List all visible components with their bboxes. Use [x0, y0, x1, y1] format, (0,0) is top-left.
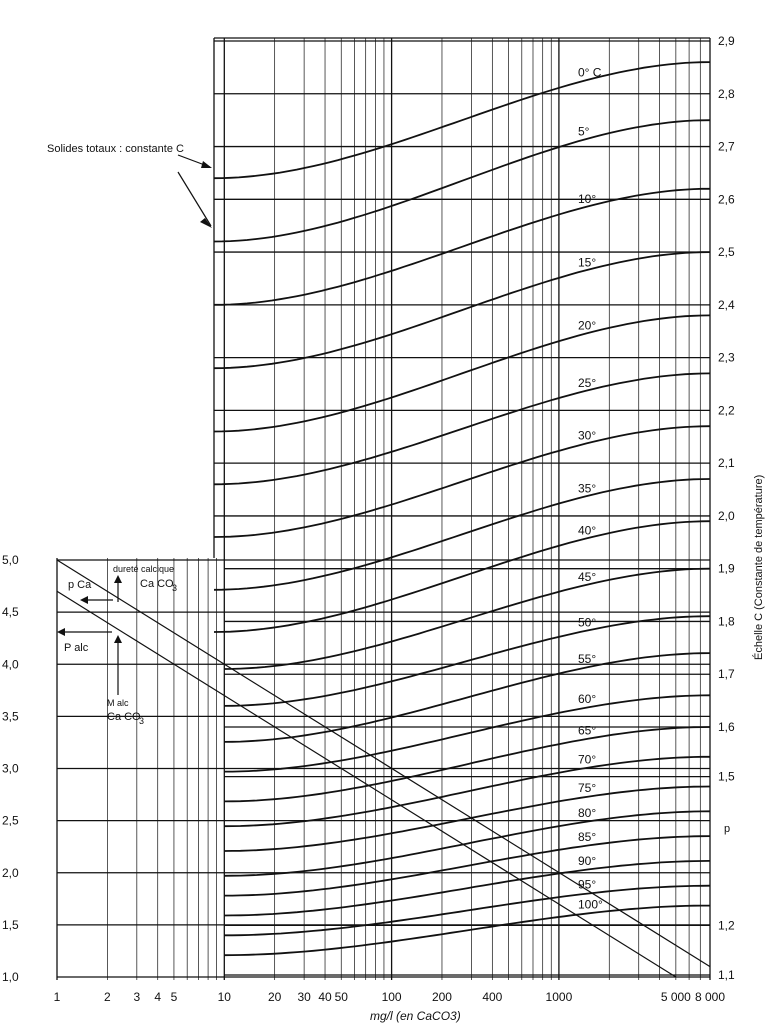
curve-label: 10°	[578, 192, 597, 206]
x-tick-label: 2	[104, 990, 111, 1004]
temperature-curve	[214, 521, 710, 632]
pca-label: p Ca	[68, 579, 92, 591]
curve-label: 55°	[578, 652, 597, 667]
right-tick-label: 2,6	[718, 192, 735, 207]
temperature-curve	[214, 189, 710, 305]
right-tick-label: 2,8	[718, 86, 735, 101]
right-tick-label: 1,5	[718, 769, 735, 784]
right-tick-label: 2,9	[718, 34, 735, 48]
left-tick-label: 2,5	[2, 813, 19, 828]
x-tick-label: 100	[381, 990, 402, 1004]
x-tick-label: 3	[133, 990, 141, 1004]
malc-label: M alc	[107, 698, 129, 708]
x-tick-label: 1000	[545, 990, 573, 1004]
caco3-sub-a: 3	[172, 583, 178, 593]
x-tick-label: 20	[267, 990, 282, 1004]
solides-arrows	[178, 155, 212, 228]
curve-label: 85°	[578, 829, 597, 844]
curve-label: 95°	[578, 877, 597, 892]
right-tick-label: 2,1	[718, 456, 735, 471]
curve-label: 35°	[578, 481, 597, 496]
temperature-curve	[214, 479, 710, 590]
temperature-curve	[214, 426, 710, 537]
durete-arrow	[114, 575, 122, 602]
x-tick-label: 5 000	[660, 990, 691, 1004]
palc-label: P alc	[64, 642, 89, 654]
x-tick-label: 1	[53, 990, 61, 1004]
left-tick-label: 4,0	[2, 657, 19, 672]
pca-arrow	[80, 596, 113, 604]
curve-label: 15°	[578, 255, 597, 270]
caco3-label-a: Ca CO	[140, 578, 174, 590]
curve-label: 75°	[578, 781, 597, 796]
durete-label: dureté calcique	[113, 564, 175, 574]
x-tick-label: 400	[482, 990, 503, 1004]
curve-label: 60°	[578, 692, 597, 707]
curve-label: 40°	[578, 523, 597, 538]
x-tick-label: 5	[170, 990, 178, 1004]
left-tick-label: 3,5	[2, 709, 19, 724]
p-mark: p	[724, 823, 731, 835]
curve-label: 20°	[578, 318, 597, 333]
right-tick-label: 1,8	[718, 614, 735, 629]
left-tick-label: 3,0	[2, 761, 19, 776]
temperature-curve	[224, 569, 710, 669]
curve-label: 25°	[578, 375, 597, 390]
curve-label: 90°	[578, 853, 597, 868]
x-tick-label: 4	[154, 990, 162, 1004]
tick-labels	[2, 34, 735, 1004]
temperature-curve	[214, 252, 710, 368]
malc-arrow	[114, 635, 122, 695]
temperature-curve	[214, 120, 710, 241]
temperature-curve	[224, 886, 710, 936]
x-tick-label: 40	[318, 990, 332, 1004]
temperature-curve	[224, 653, 710, 742]
right-tick-label: 1,2	[718, 918, 735, 933]
curve-label: 30°	[578, 428, 597, 443]
x-tick-label: 50	[334, 990, 348, 1004]
temperature-curve	[214, 62, 710, 178]
left-tick-label: 4,5	[2, 605, 19, 620]
x-tick-label: 30	[297, 990, 311, 1004]
temperature-curve	[214, 373, 710, 484]
right-tick-label: 2,7	[718, 139, 735, 154]
curve-labels	[578, 65, 603, 911]
x-tick-label: 200	[431, 990, 452, 1004]
left-tick-label: 5,0	[2, 553, 19, 567]
curve-label: 100°	[578, 897, 603, 912]
solides-annotation: Solides totaux : constante C	[47, 143, 184, 155]
curve-label: 65°	[578, 723, 597, 738]
right-tick-label: 1,9	[718, 561, 735, 576]
x-tick-label: 8 000	[694, 990, 726, 1004]
temperature-curve	[214, 315, 710, 431]
temperature-curve	[224, 616, 710, 706]
curve-label: 70°	[578, 752, 597, 767]
left-tick-label: 1,5	[2, 917, 19, 932]
curve-label: 5°	[578, 124, 590, 139]
right-tick-label: 2,5	[718, 245, 735, 260]
right-tick-label: 1,1	[718, 968, 735, 982]
right-tick-label: 2,3	[718, 350, 735, 365]
curve-label: 50°	[578, 615, 597, 630]
right-tick-label: 2,4	[718, 297, 735, 312]
right-tick-label: 1,7	[718, 667, 735, 682]
curve-label: 45°	[578, 569, 597, 584]
left-tick-label: 2,0	[2, 865, 19, 880]
x-axis-title: mg/l (en CaCO3)	[370, 1009, 461, 1023]
curve-label: 0° C	[578, 65, 602, 80]
left-tick-label: 1,0	[2, 970, 19, 984]
x-tick-label: 10	[217, 990, 231, 1004]
caco3-label-b: Ca CO	[107, 711, 141, 723]
temperature-curve	[224, 836, 710, 896]
curve-label: 80°	[578, 806, 597, 820]
right-tick-label: 1,6	[718, 720, 735, 734]
right-tick-label: 2,0	[718, 508, 735, 523]
right-axis-title: Échelle C (Constante de température)	[753, 474, 765, 660]
palc-arrow	[57, 628, 112, 636]
right-tick-label: 2,2	[718, 403, 735, 418]
caco3-sub-b: 3	[139, 716, 145, 726]
grid	[57, 38, 710, 980]
